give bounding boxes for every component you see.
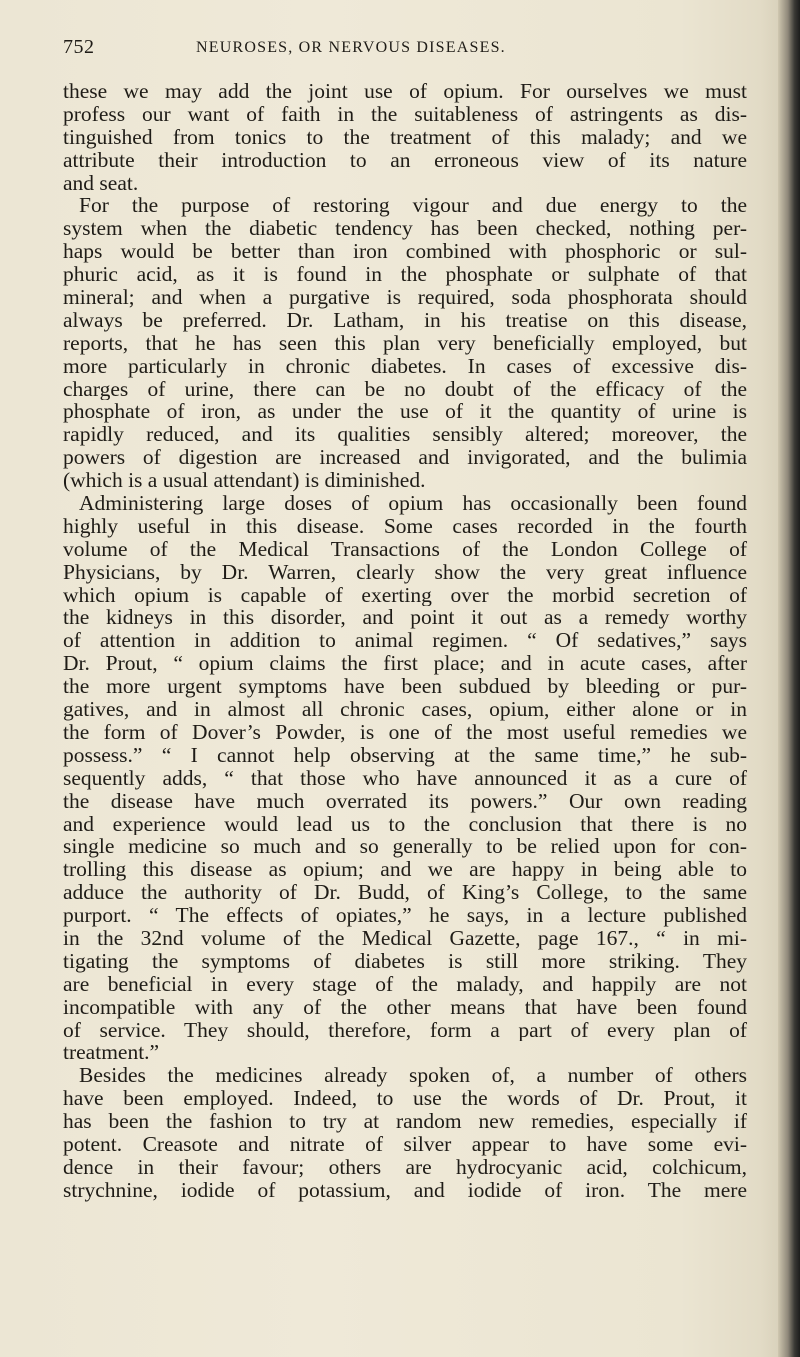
text-line: the form of Dover’s Powder, is one of the most useful remedies we — [63, 720, 747, 744]
text-line: gatives, and in almost all chronic cases, opium, either alone or in — [63, 698, 747, 721]
text-line: are beneficial in every stage of the malady, and happily are not — [63, 972, 747, 996]
text-line: Physicians, by Dr. Warren, clearly show the very great influence — [63, 560, 747, 584]
text-line: rapidly reduced, and its qualities sensibly altered; moreover, the — [63, 423, 747, 447]
text-line: have been employed. Indeed, to use the words of Dr. Prout, it — [63, 1087, 747, 1111]
text-line: incompatible with any of the other means that have been found — [63, 995, 747, 1019]
text-line: sequently adds, “ that those who have announced it as a cure of — [63, 766, 747, 790]
text-line: Dr. Prout, “ opium claims the first place; and in acute cases, after — [63, 652, 747, 676]
text-line: these we may add the joint use of opium. For ourselves we must — [63, 80, 747, 103]
text-line: potent. Creasote and nitrate of silver appear to have some evi- — [63, 1132, 747, 1156]
text-line: dence in their favour; others are hydrocyanic acid, colchicum, — [63, 1155, 747, 1179]
text-line: (which is a usual attendant) is diminished. — [63, 468, 426, 493]
text-line: which opium is capable of exerting over the morbid secretion of — [63, 583, 747, 607]
text-line: treatment.” — [63, 1040, 160, 1065]
text-line: system when the diabetic tendency has been checked, nothing per- — [63, 217, 747, 241]
text-line: the kidneys in this disorder, and point it out as a remedy worthy — [63, 606, 747, 630]
text-line: Besides the medicines already spoken of, a number of others — [79, 1064, 747, 1088]
text-line: phosphate of iron, as under the use of it the quantity of urine is — [63, 400, 747, 424]
text-line: single medicine so much and so generally to be relied upon for con- — [63, 835, 747, 859]
page-header — [63, 36, 743, 76]
text-line: trolling this disease as opium; and we are happy in being able to — [63, 858, 747, 882]
text-line: more particularly in chronic diabetes. In cases of excessive dis- — [63, 354, 747, 378]
text-line: Administering large doses of opium has occasionally been found — [79, 492, 747, 515]
text-line: attribute their introduction to an erroneous view of its nature — [63, 148, 747, 172]
text-line: purport. “ The effects of opiates,” he says, in a lecture published — [63, 904, 747, 927]
text-line: volume of the Medical Transactions of the London College of — [63, 537, 747, 561]
text-line: For the purpose of restoring vigour and due energy to the — [79, 194, 747, 218]
text-line: tinguished from tonics to the treatment of this malady; and we — [63, 125, 747, 149]
text-line: highly useful in this disease. Some cases recorded in the fourth — [63, 514, 747, 538]
text-line: tigating the symptoms of diabetes is still more striking. They — [63, 949, 747, 973]
text-line: reports, that he has seen this plan very beneficially employed, but — [63, 331, 747, 355]
text-line: of attention in addition to animal regimen. “ Of sedatives,” says — [63, 629, 747, 653]
book-binding-edge — [778, 0, 800, 1357]
text-line: always be preferred. Dr. Latham, in his treatise on this disease, — [63, 308, 747, 332]
running-head: NEUROSES, OR NERVOUS DISEASES. — [196, 39, 506, 56]
text-line: powers of digestion are increased and invigorated, and the bulimia — [63, 446, 747, 470]
text-line: phuric acid, as it is found in the phosphate or sulphate of that — [63, 263, 747, 287]
body-text — [63, 80, 747, 1202]
text-line: has been the fashion to try at random new remedies, especially if — [63, 1110, 747, 1133]
text-line: the disease have much overrated its powers.” Our own reading — [63, 789, 747, 813]
text-line: and seat. — [63, 170, 139, 195]
text-line: and experience would lead us to the conclusion that there is no — [63, 812, 747, 836]
text-line: strychnine, iodide of potassium, and iodide of iron. The mere — [63, 1178, 747, 1202]
page-number: 752 — [63, 36, 95, 58]
text-line: the more urgent symptoms have been subdued by bleeding or pur- — [63, 675, 747, 699]
text-line: in the 32nd volume of the Medical Gazette, page 167., “ in mi- — [63, 926, 747, 950]
text-line: mineral; and when a purgative is required, soda phosphorata should — [63, 286, 747, 309]
text-line: profess our want of faith in the suitableness of astringents as dis- — [63, 102, 747, 126]
text-line: haps would be better than iron combined with phosphoric or sul- — [63, 240, 747, 264]
text-line: possess.” “ I cannot help observing at the same time,” he sub- — [63, 743, 747, 767]
text-line: charges of urine, there can be no doubt of the efficacy of the — [63, 377, 747, 401]
text-line: adduce the authority of Dr. Budd, of King’s College, to the same — [63, 881, 747, 905]
text-line: of service. They should, therefore, form a part of every plan of — [63, 1018, 747, 1042]
